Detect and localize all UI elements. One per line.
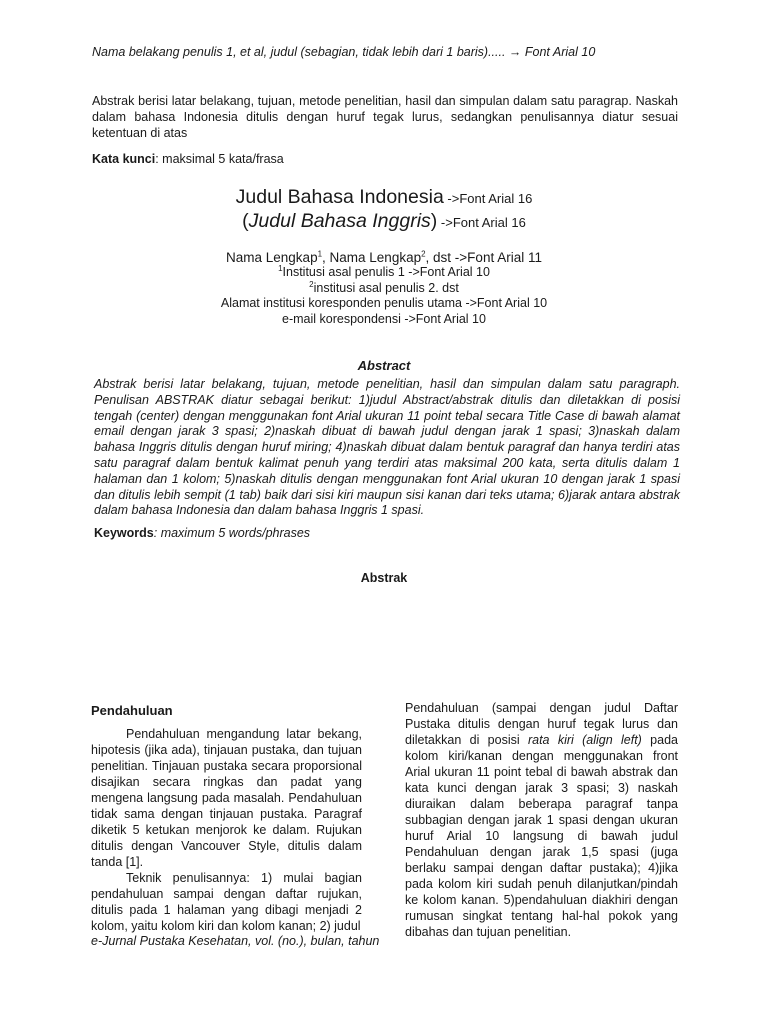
abstract-indonesian: Abstrak berisi latar belakang, tujuan, metode penelitian, hasil dan simpulan dalam satu paragrap. Naskah dalam bahasa Indonesia ditulis dengan huruf tegak lurus, sedangkan penulisannya diatur sesuai ketentuan di atas [92,94,678,140]
right-text-start: Pendahuluan (sampai dengan judul Daftar Pustaka ditulis dengan huruf tegak lurus dan diletakkan di posisi [405,701,678,747]
keywords-english-value: : maximum 5 words/phrases [153,526,311,540]
keywords-label: Kata kunci [92,152,156,166]
corresponding-address: Alamat institusi koresponden penulis utama ->Font Arial 10 [220,296,548,310]
left-column [91,726,362,934]
keywords-value: : maksimal 5 kata/frasa [155,152,284,166]
affiliation-2-text: institusi asal penulis 2. dst [313,281,459,295]
right-text-italic: rata kiri (align left) [527,733,642,747]
title-english-open: ( [242,210,249,232]
left-paragraph-2: Teknik penulisannya: 1) mulai bagian pendahuluan sampai dengan daftar rujukan, ditulis pada 1 halaman yang dibagi menjadi 2 kolom, yaitu kolom kiri dan kolom kanan; 2) judul [91,871,362,933]
title-english-close: ) [430,210,438,232]
affiliation-2 [0,281,768,295]
abstract-english-title: Abstract [357,358,411,373]
corresponding-email: e-mail korespondensi ->Font Arial 10 [282,312,486,326]
title-indonesian [0,186,768,209]
author-name-1: Nama Lengkap [226,250,318,265]
affiliation-1 [0,265,768,279]
title-indonesian-note: ->Font Arial 16 [443,191,533,206]
author-sup-1: 1 [317,249,323,259]
affiliation-1-text: Institusi asal penulis 1 ->Font Arial 10 [282,265,490,279]
keywords-indonesian [92,152,284,166]
section-title-pendahuluan: Pendahuluan [91,703,173,718]
title-english [0,210,768,233]
affiliation-1-sup: 1 [278,263,283,273]
abstract-english: Abstrak berisi latar belakang, tujuan, metode penelitian, hasil dan simpulan dalam satu paragraph. Penulisan ABSTRAK diatur sebagai berikut: 1)judul Abstract/abstrak ditulis dan diletakkan di posisi tengah (center) dengan menggunakan font Arial ukuran 11 point tebal secara Title Case di bawah alamat email dengan jarak 3 spasi; 2)naskah dibuat di bawah judul dengan jarak 1 spasi; 3)naskah dalam bahasa Inggris ditulis dengan huruf miring; 4)naskah dibuat dalam bentuk paragraf dan hanya terdiri atas satu paragraf dalam bentuk kalimat penuh yang terdiri atas maksimal 200 kata, serta ditulis dalam 1 halaman dan 1 kolom; 5)naskah ditulis dengan menggunakan font Arial ukuran 10 dengan jarak 1 spasi dan ditulis lebih sempit (1 tab) baik dari sisi kiri maupun sisi kanan dari teks utama; 6)jarak antara abstrak dalam bahasa Indonesia dan dalam bahasa Inggris 1 spasi. [94,377,680,518]
affiliation-2-sup: 2 [309,279,314,289]
author-name-2: , Nama Lengkap [322,250,422,265]
abstrak-heading: Abstrak [360,571,408,585]
author-list [0,250,768,265]
title-english-note: ->Font Arial 16 [437,215,526,230]
running-head: Nama belakang penulis 1, et al, judul (sebagian, tidak lebih dari 1 baris)..... → Font Arial 10 [92,45,596,59]
title-indonesian-text: Judul Bahasa Indonesia [235,186,444,208]
title-english-text: Judul Bahasa Inggris [248,210,431,232]
author-sup-2: 2 [421,249,426,259]
keywords-english [94,526,310,540]
keywords-english-label: Keywords [94,526,154,540]
left-paragraph-1: Pendahuluan mengandung latar bekang, hipotesis (jika ada), tinjauan pustaka, dan tujuan penelitian. Tinjauan pustaka secara proporsional disajikan secara ringkas dan padat yang mengena langsung pada masalah. Pendahuluan tidak sama dengan tinjauan pustaka. Paragraf diketik 5 ketukan menjorok ke dalam. Rujukan ditulis dengan Vancouver Style, ditulis dalam tanda [1]. [91,727,362,869]
right-column [405,700,678,940]
journal-footer: e-Jurnal Pustaka Kesehatan, vol. (no.), bulan, tahun [91,934,380,948]
right-text-end: pada kolom kiri/kanan dengan menggunakan front Arial ukuran 11 point tebal di bawah abstrak dan kata kunci dengan jarak 3 spasi; 3) naskah diuraikan dalam beberapa paragraf tanpa subbagian dengan jarak 1 spasi dengan ukuran huruf Arial 10 langsung di bawah judul Pendahuluan dengan jarak 1,5 spasi (juga berlaku sampai dengan daftar pustaka); 4)jika pada kolom kiri sudah penuh dilanjutkan/pindah ke kolom kanan. 5)pendahuluan diakhiri dengan rumusan singkat tentang hal-hal pokok yang dibahas dan tujuan penelitian. [405,733,678,939]
author-rest: , dst ->Font Arial 11 [425,250,542,265]
